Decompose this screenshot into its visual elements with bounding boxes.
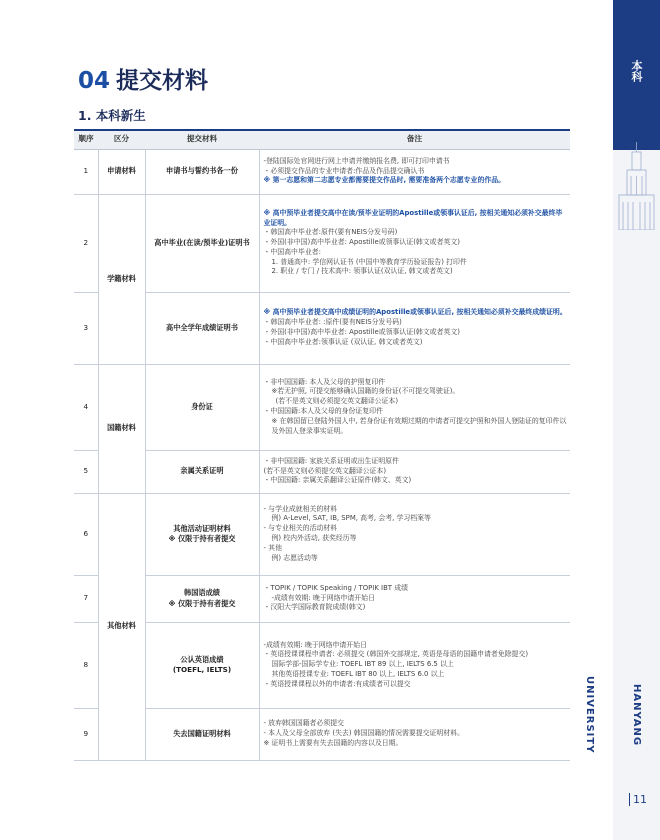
category-cell: 其他材料 bbox=[98, 493, 145, 760]
material-cell bbox=[145, 575, 259, 622]
remark-line: ・非中国国籍: 家族关系证明或出生证明原件 bbox=[263, 456, 399, 465]
remark-line: ・非中国国籍: 本人及父母的护照复印件 bbox=[263, 377, 386, 386]
material-cell: 高中毕业(在读/预毕业)证明书 bbox=[145, 194, 259, 292]
remark-line: ・英语授课课程申请者: 必须提交 (韩国外交部规定, 英语是母语的国籍申请者免除提交) bbox=[263, 650, 529, 659]
side-navigation bbox=[584, 0, 660, 840]
remarks-cell bbox=[259, 493, 570, 575]
remark-line: ※ 高中预毕业者提交高中在读/预毕业证明的Apostille或领事认证后, 按相关通知必须补交最终毕业证明。 bbox=[263, 208, 563, 227]
column-header-remarks: 备注 bbox=[259, 130, 570, 149]
remark-line: -登陆国际处官网进行网上申请并缴纳报名费, 即可打印申请书 bbox=[263, 156, 450, 165]
remark-line: - 与学业成就相关的材料 bbox=[263, 504, 338, 513]
remark-line: ・必须提交作品的专业申请者:作品及作品提交确认书 bbox=[263, 166, 425, 175]
material-cell: 失去国籍证明材料 bbox=[145, 708, 259, 760]
campus-building-illustration bbox=[613, 140, 660, 230]
remark-line: ※ 高中预毕业者提交高中成绩证明的Apostille或领事认证后, 按相关通知必须补交最终成绩证明。 bbox=[263, 308, 567, 317]
remark-line: -成绩有效期: 晚于网络申请开始日 bbox=[271, 593, 375, 602]
row-number: 6 bbox=[74, 493, 98, 575]
page-number: 11 bbox=[629, 793, 647, 806]
row-number: 9 bbox=[74, 708, 98, 760]
documents-table bbox=[74, 129, 570, 761]
section-title: 提交材料 bbox=[116, 68, 209, 94]
remarks-cell bbox=[259, 575, 570, 622]
remark-line: ・中国国籍:本人及父母的身份证复印件 bbox=[263, 407, 383, 415]
remark-line: ・外国(非中国)高中毕业者: Apostille或领事认证(韩文或者英文) bbox=[263, 328, 460, 336]
remarks-cell bbox=[259, 364, 570, 450]
category-cell: 国籍材料 bbox=[98, 364, 145, 493]
remarks-cell bbox=[259, 149, 570, 194]
remark-line: - 其他 bbox=[263, 543, 282, 552]
remark-line: ・韩国高中毕业者: :原件(要有NEIS分发号码) bbox=[263, 318, 402, 327]
table-row bbox=[74, 364, 570, 450]
column-header-material: 提交材料 bbox=[145, 130, 259, 149]
column-header-category: 区分 bbox=[98, 130, 145, 149]
row-number: 7 bbox=[74, 575, 98, 622]
table-row bbox=[74, 292, 570, 364]
material-name: 其他活动证明材料 bbox=[173, 523, 231, 533]
remarks-cell bbox=[259, 292, 570, 364]
remark-line: ・TOPIK / TOPIK Speaking / TOPIK IBT 成绩 bbox=[263, 583, 408, 592]
material-note: ※ 仅限于持有者提交 bbox=[168, 598, 236, 608]
row-number: 3 bbox=[74, 292, 98, 364]
remark-line: (若不是英文则必须提交英文翻译公证本) bbox=[275, 397, 399, 406]
section-subtitle: 1. 本科新生 bbox=[78, 108, 146, 123]
remark-line: 2. 职业 / 专门 / 技术高中: 领事认证(双认证, 韩文或者英文) bbox=[271, 267, 453, 276]
university-name: HANYANG UNIVERSITY bbox=[584, 676, 642, 754]
table-row bbox=[74, 575, 570, 622]
table-row bbox=[74, 194, 570, 292]
section-tab-label: 本科 bbox=[630, 60, 643, 82]
remark-line: ※ 第一志愿和第二志愿专业都需要提交作品时, 需要准备两个志愿专业的作品。 bbox=[263, 176, 506, 185]
remarks-cell bbox=[259, 194, 570, 292]
remarks-cell bbox=[259, 622, 570, 708]
section-tab bbox=[613, 0, 660, 150]
column-header-order: 顺序 bbox=[74, 130, 98, 149]
remark-line: ・韩国高中毕业者:原件(要有NEIS分发号码) bbox=[263, 228, 398, 237]
remark-line: ・中国高中毕业者:领事认证 (双认证, 韩文或者英文) bbox=[263, 337, 423, 346]
material-cell bbox=[145, 493, 259, 575]
remark-line: ※ 证明书上需要有失去国籍的内容以及日期。 bbox=[263, 738, 403, 747]
material-cell: 申请书与誓约书各一份 bbox=[145, 149, 259, 194]
row-number: 4 bbox=[74, 364, 98, 450]
remark-line: ※若无护照, 可提交能够确认国籍的身份证(不可提交驾驶证)。 bbox=[271, 387, 460, 396]
remarks-cell bbox=[259, 708, 570, 760]
remark-line: -成绩有效期: 晚于网络申请开始日 bbox=[263, 640, 367, 649]
remark-line: ・汉阳大学国际教育院成绩(韩文) bbox=[263, 603, 366, 612]
material-cell: 高中全学年成绩证明书 bbox=[145, 292, 259, 364]
table-row bbox=[74, 622, 570, 708]
material-note: ※ 仅限于持有者提交 bbox=[168, 534, 236, 543]
remark-line: - 与专业相关的活动材料 bbox=[263, 524, 338, 533]
material-note: (TOEFL, IELTS) bbox=[172, 665, 232, 674]
material-cell bbox=[145, 622, 259, 708]
remark-line: 例) A-Level, SAT, IB, SPM, 高考, 会考, 学习档案等 bbox=[271, 514, 431, 523]
row-number: 1 bbox=[74, 149, 98, 194]
remark-line: 例) 校内外活动, 获奖经历等 bbox=[271, 534, 357, 542]
row-number: 5 bbox=[74, 450, 98, 493]
table-row bbox=[74, 450, 570, 493]
row-number: 2 bbox=[74, 194, 98, 292]
table-row bbox=[74, 708, 570, 760]
remark-line: 1. 普通高中: 学信网认证书 (中国中等教育学历验证报告) 打印件 bbox=[271, 257, 467, 266]
remark-line: - 本人及父母全部放弃 (失去) 韩国国籍的情况需要提交证明材料。 bbox=[263, 729, 464, 738]
page-title bbox=[78, 62, 208, 95]
remark-line: 其他英语授课专业: TOEFL IBT 80 以上, IELTS 6.0 以上 bbox=[271, 669, 445, 678]
category-cell: 申请材料 bbox=[98, 149, 145, 194]
remark-line: ・中国高中毕业者: bbox=[263, 247, 321, 256]
remark-line: ※ 在韩国留已登陆外国人中, 若身份证有效期过期的申请者可提交护照和外国人登陆证的复印件以及外国人登录事实证明。 bbox=[271, 416, 567, 435]
material-name: 公认英语成绩 bbox=[180, 654, 224, 664]
section-number: 04 bbox=[78, 68, 111, 94]
table-row bbox=[74, 493, 570, 575]
remark-line: ・外国(非中国)高中毕业者: Apostille或领事认证(韩文或者英文) bbox=[263, 238, 460, 247]
table-row bbox=[74, 149, 570, 194]
remark-line: - 放弃韩国国籍者必须提交 bbox=[263, 719, 344, 728]
material-cell: 亲属关系证明 bbox=[145, 450, 259, 493]
remark-line: ・英语授课课程以外的申请者:有成绩者可以提交 bbox=[263, 679, 411, 688]
table-header-row bbox=[74, 130, 570, 149]
row-number: 8 bbox=[74, 622, 98, 708]
remark-line: ・中国国籍: 亲属关系翻译公证原件(韩文、英文) bbox=[263, 476, 412, 485]
category-cell: 学籍材料 bbox=[98, 194, 145, 364]
remark-line: (若不是英文则必须提交英文翻译公证本) bbox=[263, 466, 387, 475]
material-name: 韩国语成绩 bbox=[184, 588, 220, 598]
remark-line: 国际学部-国际学专业: TOEFL IBT 89 以上, IELTS 6.5 以上 bbox=[271, 660, 454, 669]
remarks-cell bbox=[259, 450, 570, 493]
material-cell: 身份证 bbox=[145, 364, 259, 450]
remark-line: 例) 志愿活动等 bbox=[271, 553, 318, 562]
